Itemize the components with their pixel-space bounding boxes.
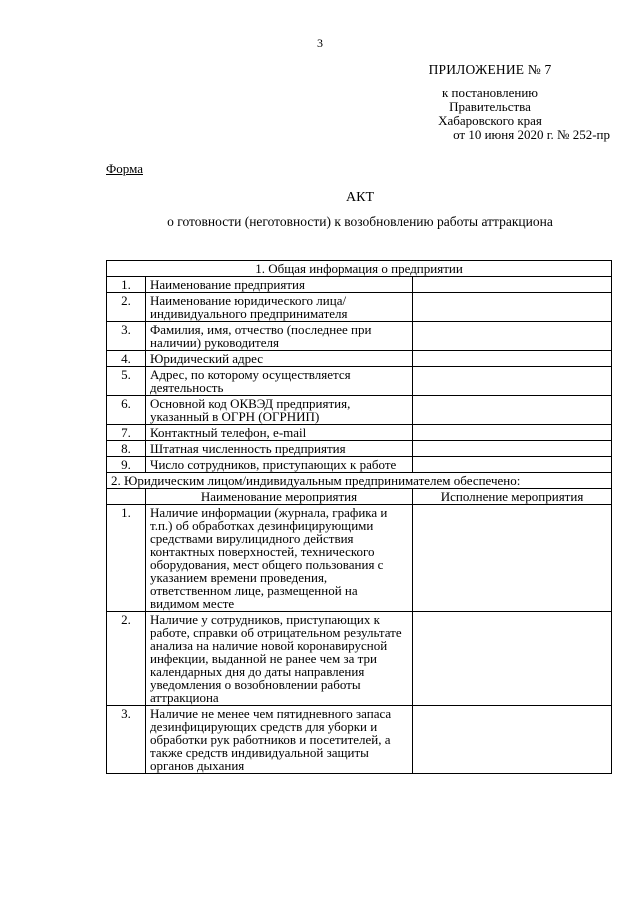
row-number: 1.	[107, 505, 146, 612]
row-value-cell[interactable]	[413, 706, 612, 774]
appendix-date: от 10 июня 2020 г. № 252-пр	[453, 127, 610, 142]
row-number: 5.	[107, 367, 146, 396]
col-measure-header: Наименование мероприятия	[146, 489, 413, 505]
table-row	[107, 505, 612, 612]
row-number: 3.	[107, 706, 146, 774]
row-value-cell[interactable]	[413, 367, 612, 396]
table-row	[107, 425, 612, 441]
table-row	[107, 351, 612, 367]
row-number: 7.	[107, 425, 146, 441]
row-label: Юридический адрес	[146, 351, 413, 367]
table-row	[107, 396, 612, 425]
row-label: Наименование юридического лица/ индивидуального предпринимателя	[146, 293, 413, 322]
row-value-cell[interactable]	[413, 293, 612, 322]
row-number: 2.	[107, 293, 146, 322]
row-label: Штатная численность предприятия	[146, 441, 413, 457]
page-number: 3	[317, 36, 323, 50]
row-number: 4.	[107, 351, 146, 367]
table-row	[107, 322, 612, 351]
row-number: 6.	[107, 396, 146, 425]
row-number: 9.	[107, 457, 146, 473]
appendix-line: Хабаровского края	[438, 113, 542, 128]
row-number: 3.	[107, 322, 146, 351]
row-value-cell[interactable]	[413, 441, 612, 457]
row-value-cell[interactable]	[413, 322, 612, 351]
table-row	[107, 441, 612, 457]
table-row	[107, 293, 612, 322]
row-value-cell[interactable]	[413, 277, 612, 293]
row-label: Фамилия, имя, отчество (последнее при наличии) руководителя	[146, 322, 413, 351]
row-number: 1.	[107, 277, 146, 293]
row-number: 8.	[107, 441, 146, 457]
section1-title: 1. Общая информация о предприятии	[107, 261, 612, 277]
col-execution-header: Исполнение мероприятия	[413, 489, 612, 505]
table-row	[107, 706, 612, 774]
row-label: Число сотрудников, приступающих к работе	[146, 457, 413, 473]
row-label: Основной код ОКВЭД предприятия, указанный в ОГРН (ОГРНИП)	[146, 396, 413, 425]
row-label: Адрес, по которому осуществляется деятельность	[146, 367, 413, 396]
appendix-line: к постановлению	[441, 85, 539, 100]
row-value-cell[interactable]	[413, 396, 612, 425]
section2-title: 2. Юридическим лицом/индивидуальным предпринимателем обеспечено:	[107, 473, 612, 489]
table-row	[107, 277, 612, 293]
row-label: Наличие не менее чем пятидневного запаса дезинфицирующих средств для уборки и обработки рук работников и посетителей, а также средств индивидуальной защиты органов дыхания	[146, 706, 413, 774]
column-header-row	[107, 489, 612, 505]
table-row	[107, 612, 612, 706]
row-number: 2.	[107, 612, 146, 706]
row-label: Контактный телефон, e-mail	[146, 425, 413, 441]
row-label: Наличие у сотрудников, приступающих к работе, справки об отрицательном результате анализа на наличие новой коронавирусной инфекции, выданной не ранее чем за три календарных дня до даты направления уведомления о возобновлении работы аттракциона	[146, 612, 413, 706]
appendix-title: ПРИЛОЖЕНИЕ № 7	[428, 62, 552, 77]
row-label: Наименование предприятия	[146, 277, 413, 293]
section-header-row	[107, 473, 612, 489]
row-value-cell[interactable]	[413, 425, 612, 441]
table-row	[107, 367, 612, 396]
table-row	[107, 457, 612, 473]
section-header-row	[107, 261, 612, 277]
form-label: Форма	[106, 161, 143, 176]
appendix-reference	[370, 86, 610, 128]
header-number-cell	[107, 489, 146, 505]
row-value-cell[interactable]	[413, 612, 612, 706]
row-value-cell[interactable]	[413, 457, 612, 473]
act-table	[106, 260, 612, 774]
row-value-cell[interactable]	[413, 351, 612, 367]
row-value-cell[interactable]	[413, 505, 612, 612]
document-title: АКТ	[346, 190, 374, 205]
document-subtitle: о готовности (неготовности) к возобновлению работы аттракциона	[167, 214, 553, 229]
appendix-line: Правительства	[449, 99, 531, 114]
row-label: Наличие информации (журнала, графика и т.п.) об обработках дезинфицирующими средствами вирулицидного действия контактных поверхностей, технического оборудования, мест общего пользования с указанием времени проведения, ответственном лице, размещенной на видимом месте	[146, 505, 413, 612]
